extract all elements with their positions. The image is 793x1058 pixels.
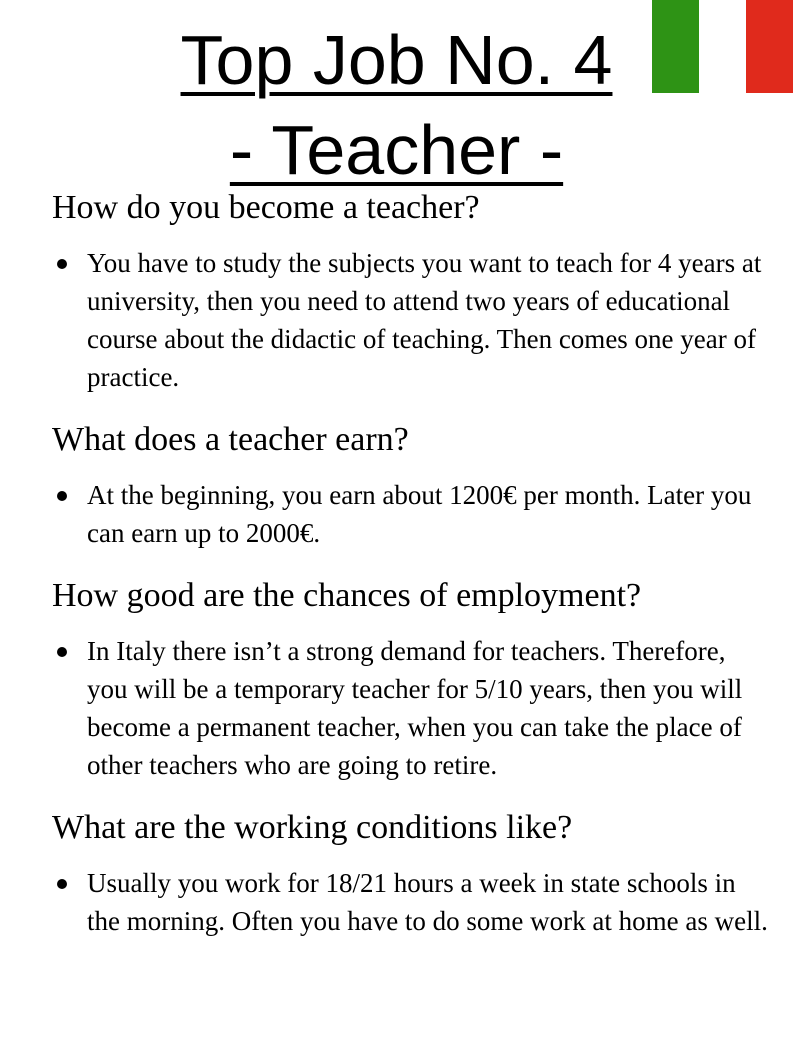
- bullet-item: [52, 244, 772, 396]
- section-employment-chances: [52, 574, 772, 784]
- slide-content: [52, 186, 772, 962]
- page-title-line-1: [0, 20, 793, 100]
- section-heading: What does a teacher earn?: [52, 421, 409, 458]
- bullet-text: In Italy there isn’t a strong demand for teachers. Therefore, you will be a temporary teacher for 5/10 years, then you will become a permanent teacher, when you can take the place of other teachers who are going to retire.: [87, 636, 743, 780]
- bullet-text: You have to study the subjects you want to teach for 4 years at university, then you need to attend two years of educational course about the didactic of teaching. Then comes one year of practice.: [87, 248, 762, 392]
- page-title-line-2: [0, 110, 793, 190]
- section-teacher-earnings: [52, 418, 772, 552]
- bullet-text: At the beginning, you earn about 1200€ per month. Later you can earn up to 2000€.: [87, 480, 752, 548]
- bullet-item: [52, 632, 772, 784]
- bullet-item: [52, 864, 772, 940]
- section-heading: What are the working conditions like?: [52, 809, 573, 846]
- bullet-text: Usually you work for 18/21 hours a week in state schools in the morning. Often you have to do some work at home as well.: [87, 868, 768, 936]
- page-title-line-1-text: Top Job No. 4: [180, 21, 613, 99]
- bullet-dot-icon: [57, 491, 67, 501]
- page-title-line-2-text: - Teacher -: [229, 111, 564, 189]
- bullet-dot-icon: [57, 259, 67, 269]
- bullet-item: [52, 476, 772, 552]
- section-become-teacher: [52, 186, 772, 396]
- section-heading: How good are the chances of employment?: [52, 577, 642, 614]
- bullet-dot-icon: [57, 879, 67, 889]
- bullet-dot-icon: [57, 647, 67, 657]
- section-heading: How do you become a teacher?: [52, 189, 480, 226]
- section-working-conditions: [52, 806, 772, 940]
